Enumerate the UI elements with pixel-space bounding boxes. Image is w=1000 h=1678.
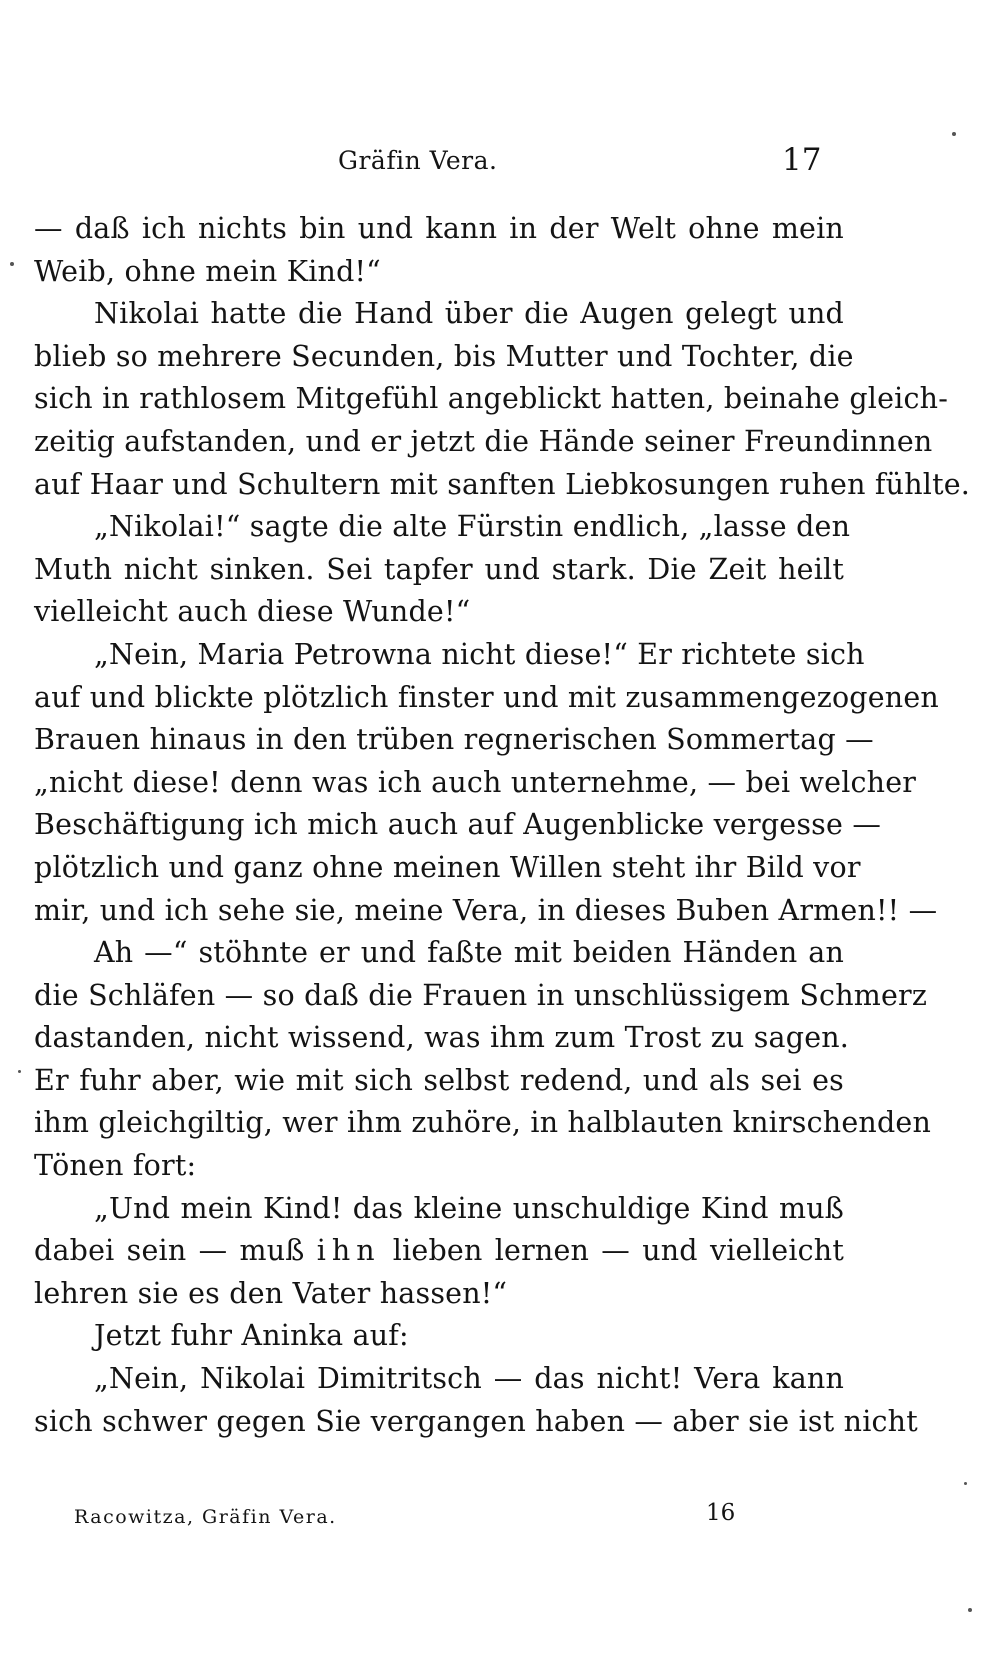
text-line: auf und blickte plötzlich finster und mit zusammengezogenen: [34, 680, 939, 714]
scan-speck: [10, 262, 14, 266]
text-line: Tönen fort:: [34, 1149, 197, 1183]
text-fragment: lieben lernen — und vielleicht: [392, 1234, 845, 1268]
text-line: ihm gleichgiltig, wer ihm zuhöre, in halblauten knirschenden: [34, 1106, 932, 1140]
text-line: sich in rathlosem Mitgefühl angeblickt hatten, beinahe gleich-: [34, 382, 949, 416]
text-line: „nicht diese! denn was ich auch unternehme, — bei welcher: [34, 765, 917, 799]
text-line: „Nein, Maria Petrowna nicht diese!“ Er richtete sich: [94, 637, 865, 671]
text-line: Er fuhr aber, wie mit sich selbst redend, und als sei es: [34, 1063, 844, 1097]
text-line: sich schwer gegen Sie vergangen haben — aber sie ist nicht: [34, 1404, 918, 1438]
scan-speck: [952, 132, 956, 136]
text-line: blieb so mehrere Secunden, bis Mutter und Tochter, die: [34, 339, 854, 373]
scan-speck: [968, 1608, 972, 1612]
text-line: Muth nicht sinken. Sei tapfer und stark. Die Zeit heilt: [34, 552, 844, 586]
text-line: „Nikolai!“ sagte die alte Fürstin endlich, „lasse den: [94, 510, 851, 544]
text-fragment: dabei sein — muß: [34, 1234, 305, 1268]
emphasized-word: ihn: [316, 1234, 381, 1268]
text-line: „Nein, Nikolai Dimitritsch — das nicht! Vera kann: [94, 1362, 844, 1396]
text-line: „Und mein Kind! das kleine unschuldige Kind muß: [94, 1191, 844, 1225]
text-line: — daß ich nichts bin und kann in der Welt ohne mein: [34, 212, 844, 245]
text-line: vielleicht auch diese Wunde!“: [34, 595, 471, 629]
signature-mark: Racowitza, Gräfin Vera.: [74, 1506, 337, 1528]
text-line: dastanden, nicht wissend, was ihm zum Trost zu sagen.: [34, 1021, 850, 1055]
text-line: Jetzt fuhr Aninka auf:: [94, 1319, 409, 1353]
text-line-with-emphasis: [34, 1230, 844, 1273]
text-line: lehren sie es den Vater hassen!“: [34, 1276, 508, 1310]
scan-speck: [18, 1070, 21, 1073]
text-line: mir, und ich sehe sie, meine Vera, in dieses Buben Armen!! —: [34, 893, 938, 927]
scan-speck: [964, 1482, 967, 1485]
text-line: Weib, ohne mein Kind!“: [34, 254, 381, 288]
body-text: [34, 208, 971, 1443]
text-line: Brauen hinaus in den trüben regnerischen Sommertag —: [34, 723, 874, 757]
text-line: Ah —“ stöhnte er und faßte mit beiden Händen an: [94, 936, 844, 970]
text-line: auf Haar und Schultern mit sanften Liebkosungen ruhen fühlte.: [34, 467, 971, 501]
text-line: Nikolai hatte die Hand über die Augen gelegt und: [94, 297, 844, 331]
text-line: plötzlich und ganz ohne meinen Willen steht ihr Bild vor: [34, 850, 861, 884]
sheet-number: 16: [706, 1500, 736, 1526]
text-line: zeitig aufstanden, und er jetzt die Hände seiner Freundinnen: [34, 424, 933, 458]
page-footer: [0, 1500, 1000, 1540]
running-title: Gräfin Vera.: [338, 146, 498, 175]
text-line: Beschäftigung ich mich auch auf Augenblicke vergesse —: [34, 808, 882, 842]
running-head: [0, 142, 1000, 182]
text-line: die Schläfen — so daß die Frauen in unschlüssigem Schmerz: [34, 978, 928, 1012]
page-number: 17: [782, 142, 822, 178]
